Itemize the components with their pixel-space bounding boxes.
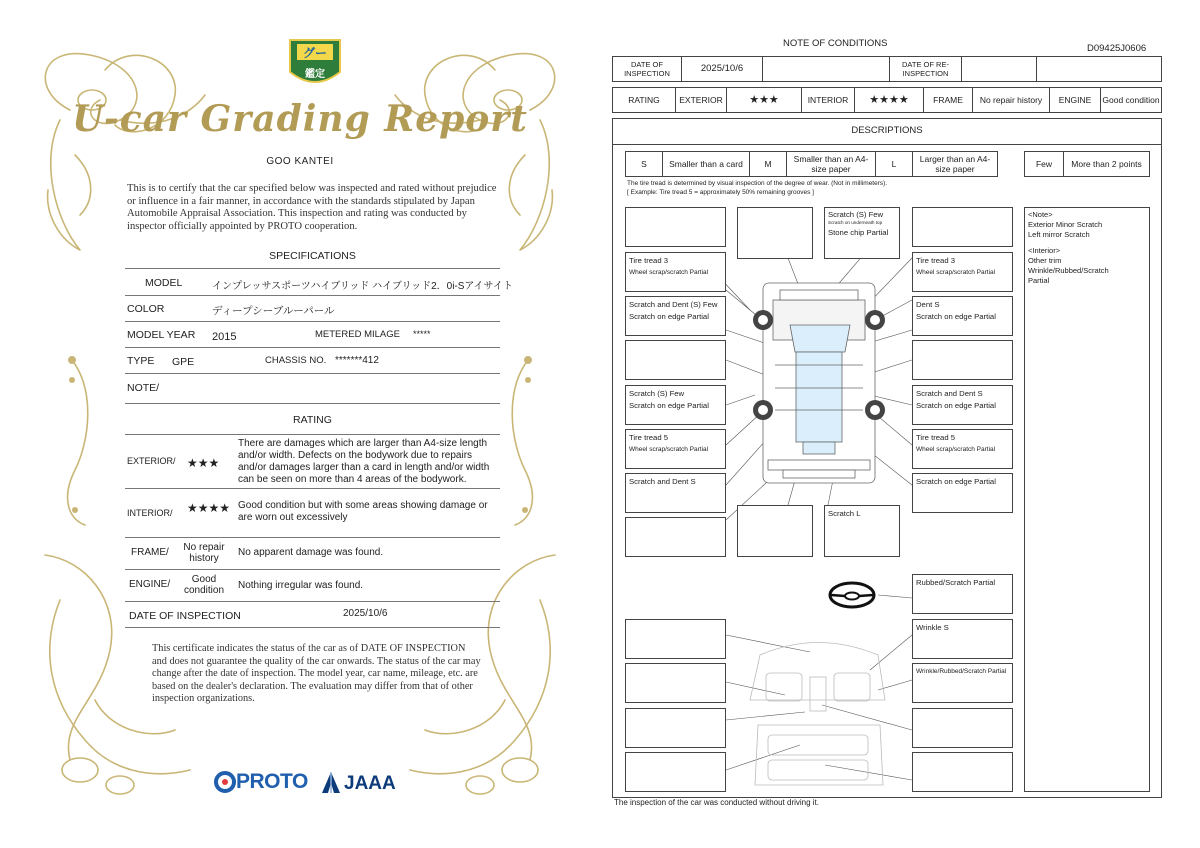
interior-label: INTERIOR [801,87,855,113]
engine-label: ENGINE [1049,87,1101,113]
frame-rating-row [125,538,500,570]
box-top-center [824,207,900,259]
box-text: Tire tread 5 [916,433,956,442]
chassis-value: *******412 [335,355,379,366]
chassis-label: CHASSIS NO. [265,355,327,366]
date-row [125,602,500,628]
box-empty-top-center [737,207,813,259]
box-empty-right [912,340,1013,380]
box-text: Tire tread 5 [629,433,669,442]
date-of-inspection-value: 2025/10/6 [681,56,763,82]
box-text: Wheel scrap/scratch Partial [916,269,996,276]
engine-value: Good condition [183,574,225,596]
tire-note-1: The tire tread is determined by visual inspection of the degree of wear. (Not in millimeters). [627,180,888,187]
box-empty-top-left [625,207,726,247]
box-left-rear [625,385,726,425]
box-text: Scratch (S) Few [629,389,685,398]
note-line: Left mirror Scratch [1028,230,1090,239]
certificate-subtitle: GOO KANTEI [266,156,334,167]
engine-value: Good condition [1100,87,1162,113]
exterior-rating-row [125,436,500,489]
doc-id: D09425J0606 [1087,43,1147,54]
date-of-inspection-label: DATE OF INSPECTION [612,56,682,82]
exterior-desc: There are damages which are larger than A4-size length and/or width. Defects on the bodywork due to repairs and/or damages larger than a card in length and/or width can be seen on more than 4 areas of the bodywork. [238,438,490,485]
spec-color-row [125,296,500,322]
box-text: Dent S [916,300,940,309]
box-empty-interior-l3 [625,708,726,748]
date-label: DATE OF INSPECTION [129,610,241,622]
certificate-title: U-car Grading Report [72,98,528,140]
exterior-label: EXTERIOR/ [127,456,176,466]
divider [125,268,500,269]
box-text: Wheel scrap/scratch Partial [916,446,996,453]
frame-value: No repair history [972,87,1050,113]
rating-heading: RATING [293,414,332,426]
engine-rating-row [125,570,500,602]
note-label: NOTE/ [127,382,160,394]
box-text: Scratch on edge Partial [916,477,996,486]
box-empty-left-bottom [625,517,726,557]
frame-label: FRAME/ [131,547,169,558]
box-right-front-tire [912,252,1013,292]
color-label: COLOR [127,303,165,315]
jaaa-logo-icon [320,771,342,795]
box-right-rear [912,385,1013,425]
exterior-label: EXTERIOR [675,87,727,113]
svg-text:グー: グー [302,46,328,60]
box-left-front-tire [625,252,726,292]
box-left-front [625,296,726,336]
legend-l: L [875,151,913,177]
spec-note-row [125,374,500,404]
jaaa-logo-text: JAAA [344,773,396,794]
box-interior-2 [912,663,1013,703]
metered-mileage-value: ***** [413,329,431,339]
interior-stars: ★★★★ [187,501,231,515]
note-panel [1024,207,1150,792]
metered-mileage-label: METERED MILAGE [315,329,400,340]
box-text: Tire tread 3 [916,256,956,265]
legend-s-desc: Smaller than a card [662,151,750,177]
engine-label: ENGINE/ [129,579,171,590]
box-empty-left [625,340,726,380]
box-text: Scratch (S) Few [828,210,884,219]
box-text: Rubbed/Scratch Partial [916,578,996,587]
box-text: Scratch and Dent (S) Few [629,300,718,309]
legend-m-desc: Smaller than an A4-size paper [786,151,876,177]
box-text: Tire tread 3 [629,256,669,265]
type-value: GPE [172,356,195,368]
legend-few-desc: More than 2 points [1063,151,1150,177]
interior-rating-row [125,489,500,538]
note-heading: <Note> [1028,210,1053,219]
date-value: 2025/10/6 [343,608,388,619]
box-left-back [625,473,726,513]
box-text: Scratch on edge Partial [629,312,709,321]
box-steering [912,574,1013,614]
note-line: Partial [1028,276,1050,285]
box-left-rear-tire [625,429,726,469]
model-label: MODEL [145,277,183,289]
descriptions-heading: DESCRIPTIONS [851,125,923,136]
box-text: Stone chip Partial [828,228,889,237]
box-empty-interior-l4 [625,752,726,792]
box-empty-interior-l2 [625,663,726,703]
model-value: インプレッサスポーツハイブリッド ハイブリッド2．0i-Sアイサイト [212,281,513,292]
box-right-front [912,296,1013,336]
legend-few: Few [1024,151,1064,177]
box-text: Wrinkle S [916,623,949,632]
box-empty-interior-l1 [625,619,726,659]
box-text: Wrinkle/Rubbed/Scratch Partial [916,668,1007,675]
rating-label: RATING [612,87,676,113]
model-year-label: MODEL YEAR [127,329,196,341]
svg-text:鑑定: 鑑定 [305,69,325,80]
note-line: Wrinkle/Rubbed/Scratch [1028,266,1109,275]
box-text: Scratch on edge Partial [916,312,996,321]
interior-desc: Good condition but with some areas showing damage or are worn out excessively [238,500,488,523]
box-text: Scratch and Dent S [629,477,696,486]
divider [125,434,500,435]
legend-s: S [625,151,663,177]
certificate-intro: This is to certify that the car specified below was inspected and rated without prejudice or influence in a fair manner, in accordance with the standards stipulated by Japan Automobile Appraisal Association. This inspection and rating was conducted by inspector officially appointed by PROTO cooperation. [127,183,497,232]
box-empty-interior-4 [912,752,1013,792]
type-label: TYPE [127,355,155,367]
legend-l-desc: Larger than an A4-size paper [912,151,998,177]
proto-logo-icon [214,771,236,793]
interior-label: INTERIOR/ [127,508,173,518]
certificate-footnote: This certificate indicates the status of the car as of DATE OF INSPECTION and does not guarantee the quality of the car onwards. The status of the car may change after the date of inspection. The model year, car name, mileage, etc. are based on the dealer's declaration. The evaluation may differ from that of other inspection organizations. [152,643,481,705]
box-text: Scratch L [828,509,861,518]
box-text: Wheel scrap/scratch Partial [629,446,709,453]
box-text: Scratch on edge Partial [916,401,996,410]
box-empty-top-right [912,207,1013,247]
note-interior-heading: <Interior> [1028,246,1061,255]
box-interior-1 [912,619,1013,659]
box-right-back [912,473,1013,513]
frame-value: No repair history [183,542,225,564]
interior-stars: ★★★★ [854,87,924,113]
box-text: Wheel scrap/scratch Partial [629,269,709,276]
box-text: Scratch and Dent S [916,389,983,398]
box-bottom-center [824,505,900,557]
sheet-footer: The inspection of the car was conducted without driving it. [614,798,819,807]
box-text: Scratch on edge Partial [629,401,709,410]
proto-logo-text: PROTO [236,770,308,793]
steering-wheel-icon [830,583,874,607]
note-line: Other trim [1028,256,1062,265]
box-empty-interior-3 [912,708,1013,748]
tire-note-2: [ Example: Tire tread 5 = approximately 50% remaining grooves ] [627,189,814,196]
spec-type-row [125,348,500,374]
frame-label: FRAME [923,87,973,113]
model-year-value: 2015 [212,331,237,343]
note-line: Exterior Minor Scratch [1028,220,1103,229]
spec-model-row [125,270,513,296]
specifications-heading: SPECIFICATIONS [269,250,356,262]
engine-desc: Nothing irregular was found. [238,580,364,591]
box-empty-bottom-center [737,505,813,557]
exterior-stars: ★★★ [726,87,802,113]
legend-m: M [749,151,787,177]
box-text: Scratch on underneath top [828,220,883,225]
exterior-stars: ★★★ [187,456,220,470]
frame-desc: No apparent damage was found. [238,547,384,558]
note-of-conditions-sheet [600,0,1200,848]
spec-year-row [125,322,500,348]
color-value: ディープシーブルーパール [212,305,335,317]
box-right-rear-tire [912,429,1013,469]
sheet-title: NOTE OF CONDITIONS [783,38,888,49]
date-of-reinspection-label: DATE OF RE-INSPECTION [889,56,962,82]
goo-kantei-badge-icon [290,40,340,82]
